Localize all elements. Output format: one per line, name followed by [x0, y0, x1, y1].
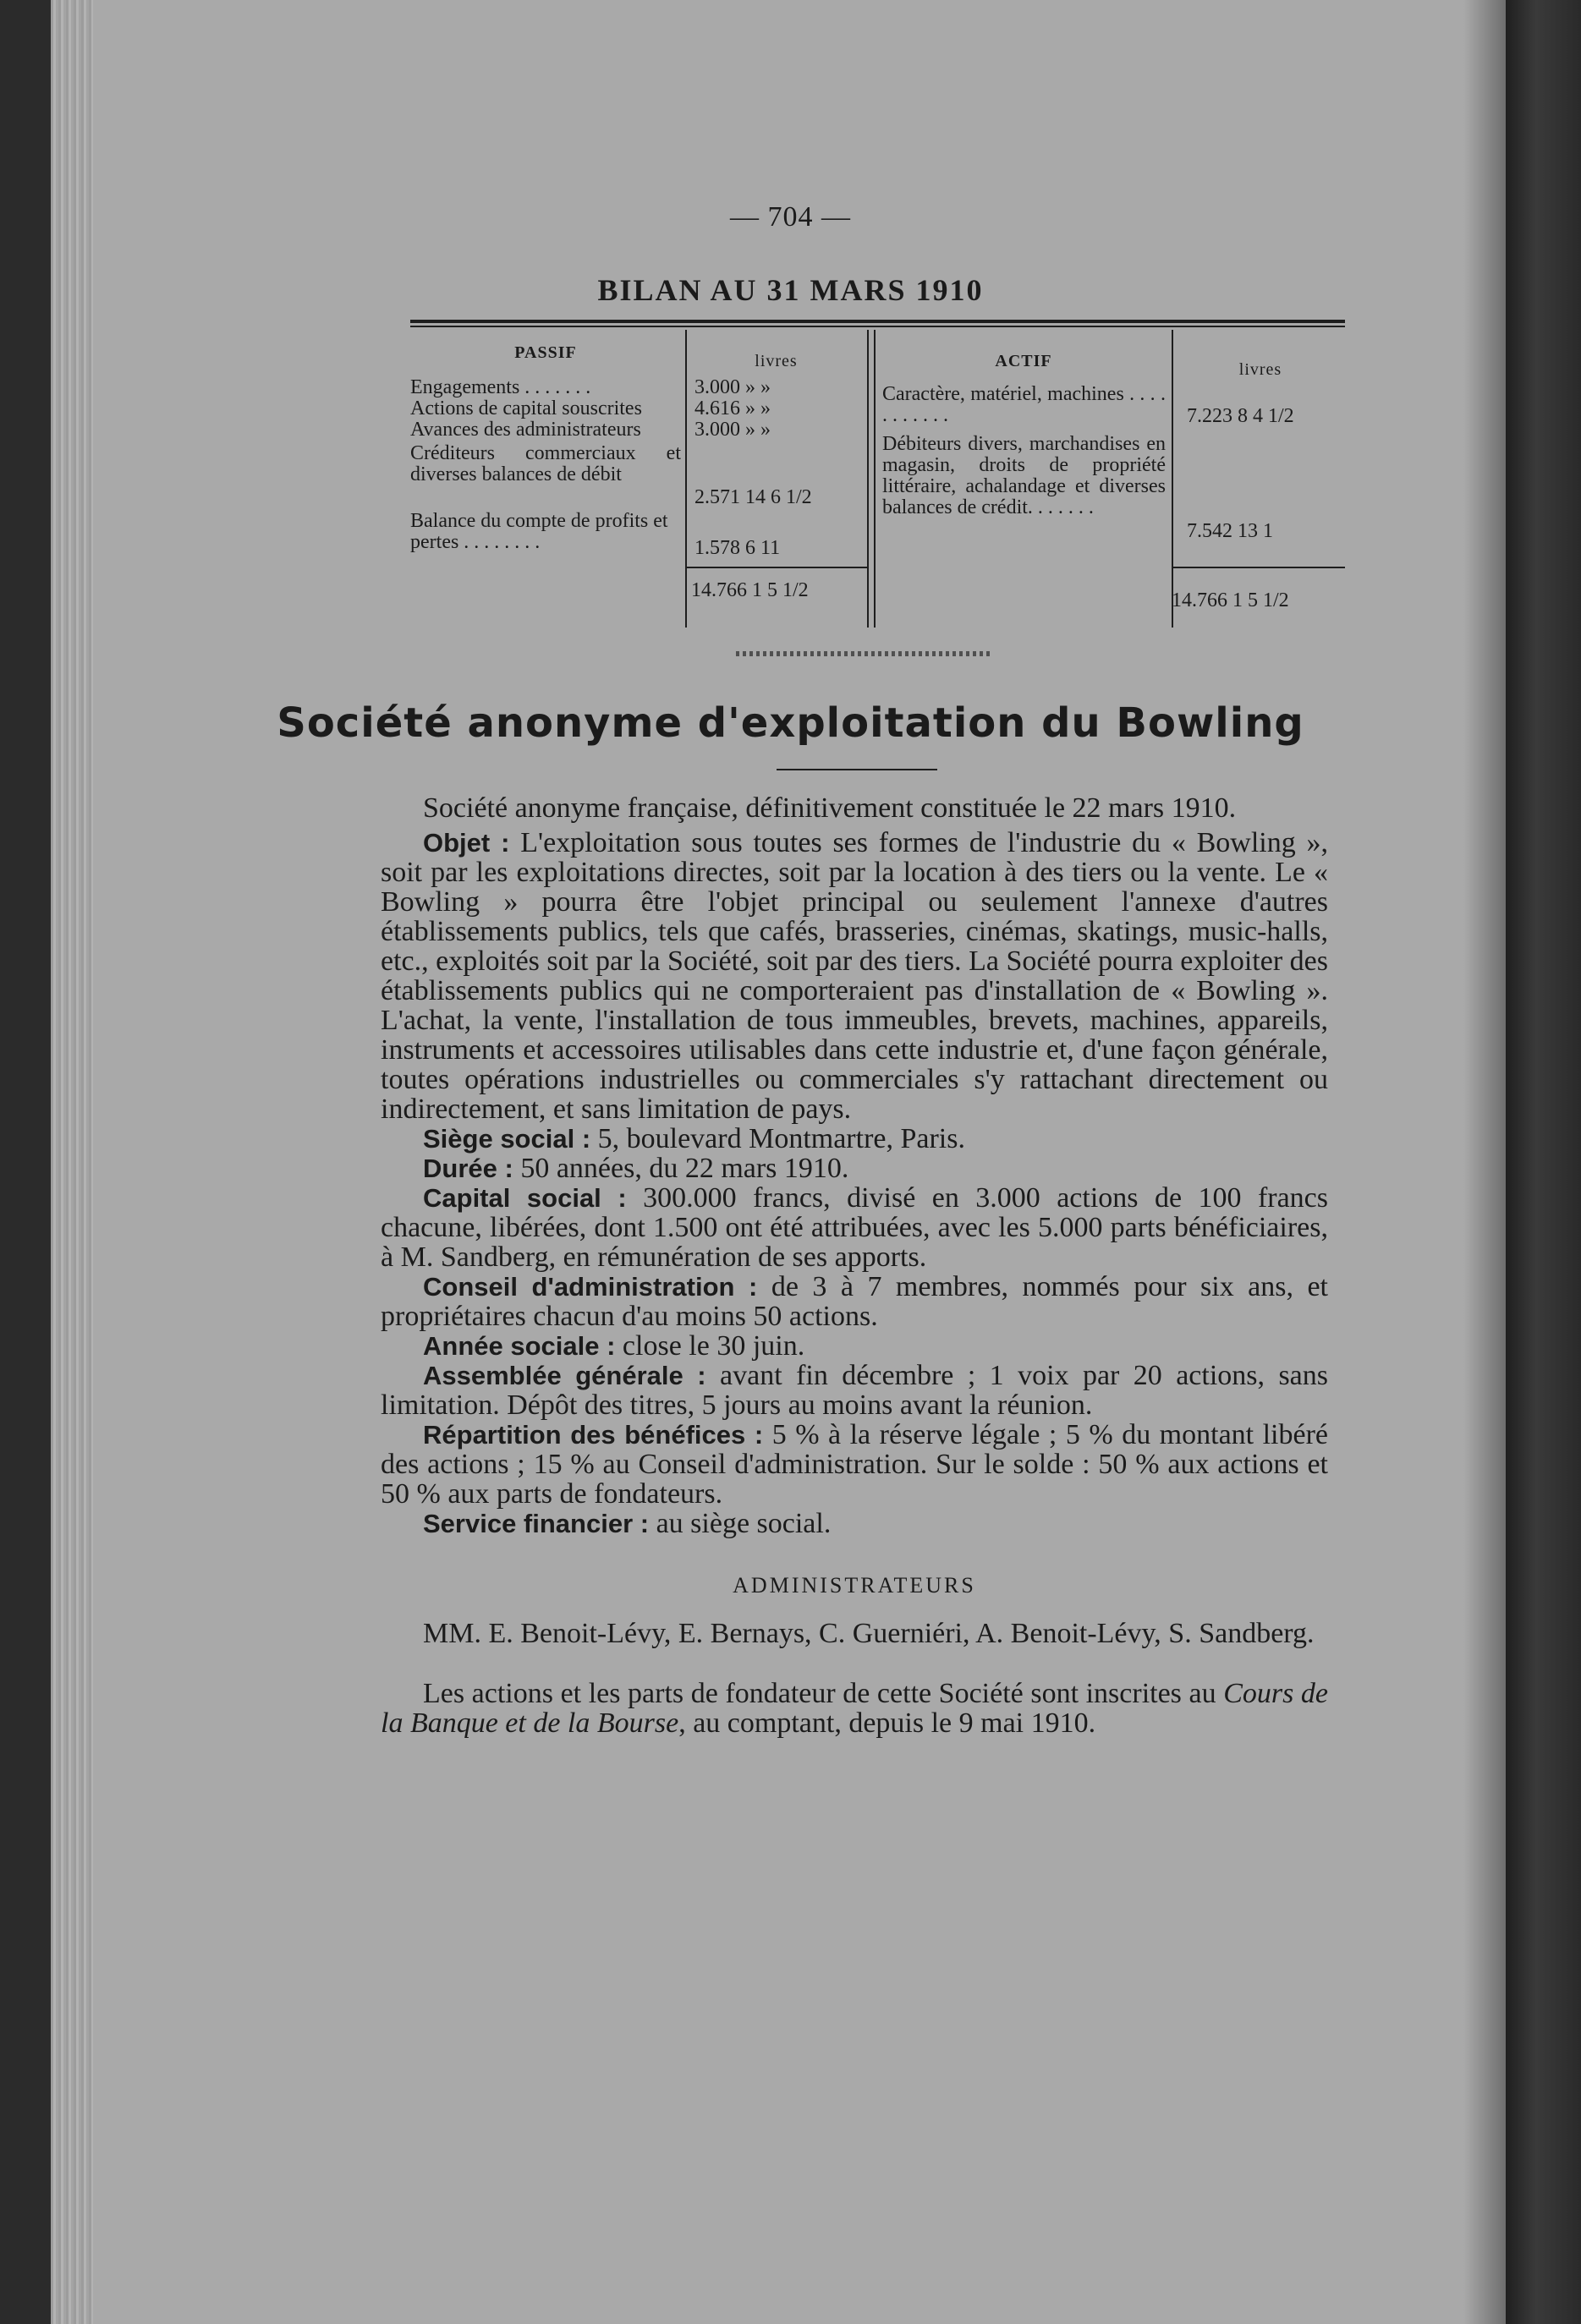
divider [867, 330, 869, 628]
bilan-title: BILAN AU 31 MARS 1910 [597, 273, 984, 307]
section-duree [381, 1154, 1328, 1183]
section-annee [381, 1331, 1328, 1361]
closing-text: Les actions et les parts de fondateur de cette Société sont inscrites au [423, 1678, 1216, 1709]
section-objet [381, 828, 1328, 1124]
title-rule [777, 769, 937, 770]
actif-value: 7.223 8 4 1/2 [1187, 405, 1294, 427]
section-service [381, 1509, 1328, 1538]
passif-value: 2.571 14 6 1/2 [694, 486, 812, 508]
passif-label: Balance du compte de profits et pertes . . . . . . . . [410, 510, 668, 553]
section-text: 5, boulevard Montmartre, Paris. [597, 1123, 965, 1154]
administrators-heading: ADMINISTRATEURS [733, 1573, 976, 1598]
page-number: — 704 — [730, 201, 851, 233]
actif-sum-rule [1172, 567, 1345, 568]
passif-sum-rule [686, 567, 867, 568]
page-edges [51, 0, 93, 2324]
actif-unit: livres [1238, 360, 1282, 379]
section-label: Année sociale : [423, 1331, 616, 1361]
actif-value: 7.542 13 1 [1187, 520, 1273, 542]
passif-label: Actions de capital souscrites [410, 397, 642, 419]
section-text: au siège social. [656, 1508, 832, 1539]
section-label: Assemblée générale : [423, 1361, 706, 1390]
section-repartition [381, 1420, 1328, 1509]
actif-header: ACTIF [995, 352, 1052, 370]
passif-value: 1.578 6 11 [694, 537, 781, 559]
section-label: Siège social : [423, 1124, 591, 1154]
table-top-rule-thin [410, 326, 1345, 327]
section-label: Capital social : [423, 1183, 627, 1213]
divider [1172, 330, 1173, 628]
table-top-rule [410, 320, 1345, 323]
passif-label: Avances des administrateurs [410, 419, 641, 441]
section-text: 5 % à la réserve légale ; 5 % du montant libéré des actions ; 15 % au Conseil d'administration. Sur le solde : 50 % aux actions et 50 % aux parts de fondateurs. [381, 1419, 1329, 1510]
administrators-list: MM. E. Benoit-Lévy, E. Bernays, C. Guerniéri, A. Benoit-Lévy, S. Sandberg. [423, 1618, 1315, 1649]
passif-unit: livres [755, 352, 798, 370]
passif-header: PASSIF [514, 343, 577, 362]
divider [685, 330, 687, 628]
section-text: close le 30 juin. [622, 1330, 805, 1362]
intro-paragraph: Société anonyme française, définitivement constituée le 22 mars 1910. [423, 792, 1237, 824]
section-siege [381, 1124, 1328, 1154]
section-capital [381, 1183, 1328, 1272]
section-text: avant fin décembre ; 1 voix par 20 actions, sans limitation. Dépôt des titres, 5 jours au moins avant la réunion. [381, 1360, 1328, 1421]
passif-value: 3.000 » » [694, 376, 771, 398]
binding-shadow [1463, 0, 1506, 2324]
ornament-rule [736, 651, 990, 656]
balance-sheet-table [410, 320, 1345, 645]
section-text: 300.000 francs, divisé en 3.000 actions de 100 francs chacune, libérées, dont 1.500 ont été attribuées, avec les 5.000 parts bénéficiaires, à M. Sandberg, en rémunération de ses apports. [381, 1182, 1329, 1273]
section-assemblee [381, 1361, 1328, 1420]
section-label: Conseil d'administration : [423, 1272, 758, 1302]
closing-paragraph [381, 1679, 1328, 1738]
section-label: Service financier : [423, 1509, 650, 1538]
actif-label: Caractère, matériel, machines . . . . . . . . . . . [882, 383, 1166, 426]
section-text: de 3 à 7 membres, nommés pour six ans, et propriétaires chacun d'au moins 50 actions. [381, 1271, 1329, 1332]
passif-value: 4.616 » » [694, 397, 771, 419]
passif-total: 14.766 1 5 1/2 [691, 579, 809, 601]
passif-value: 3.000 » » [694, 419, 771, 441]
passif-label: Engagements . . . . . . . [410, 376, 591, 398]
section-label: Durée : [423, 1154, 513, 1183]
section-text: 50 années, du 22 mars 1910. [520, 1153, 849, 1184]
closing-text: , au comptant, depuis le 9 mai 1910. [678, 1707, 1096, 1739]
passif-label: Créditeurs commerciaux et diverses balances de débit [410, 442, 681, 485]
actif-label: Débiteurs divers, marchandises en magasin, droits de propriété littéraire, achalandage et diverses balances de crédit. . . . . . . [882, 433, 1166, 518]
actif-total: 14.766 1 5 1/2 [1172, 589, 1289, 611]
section-label: Répartition des bénéfices : [423, 1420, 764, 1450]
book-edge [1506, 0, 1581, 2324]
section-conseil [381, 1272, 1328, 1331]
article-body [381, 793, 1328, 1738]
section-label: Objet : [423, 828, 510, 858]
section-text: L'exploitation sous toutes ses formes de l'industrie du « Bowling », soit par les exploitations directes, soit par la location à des tiers ou la vente. Le « Bowling » pourra être l'objet principal ou seulement l'annexe d'autres établissements publics, tels que cafés, brasseries, cinémas, skatings, music-halls, etc., exploités soit par la Société, soit par des tiers. La Société pourra exploiter des établissements publics qui ne comporteraient pas d'installation de « Bowling ». L'achat, la vente, l'installation de tous immeubles, brevets, machines, appareils, instruments et accessoires utilisables dans cette industrie et, d'une façon générale, toutes opérations industrielles ou commerciales s'y rattachant directement ou indirectement, et sans limitation de pays. [381, 827, 1328, 1125]
divider [874, 330, 876, 628]
closing-publication: Cours de la Banque et de la Bourse [381, 1678, 1329, 1739]
company-title: Société anonyme d'exploitation du Bowling [277, 699, 1304, 747]
